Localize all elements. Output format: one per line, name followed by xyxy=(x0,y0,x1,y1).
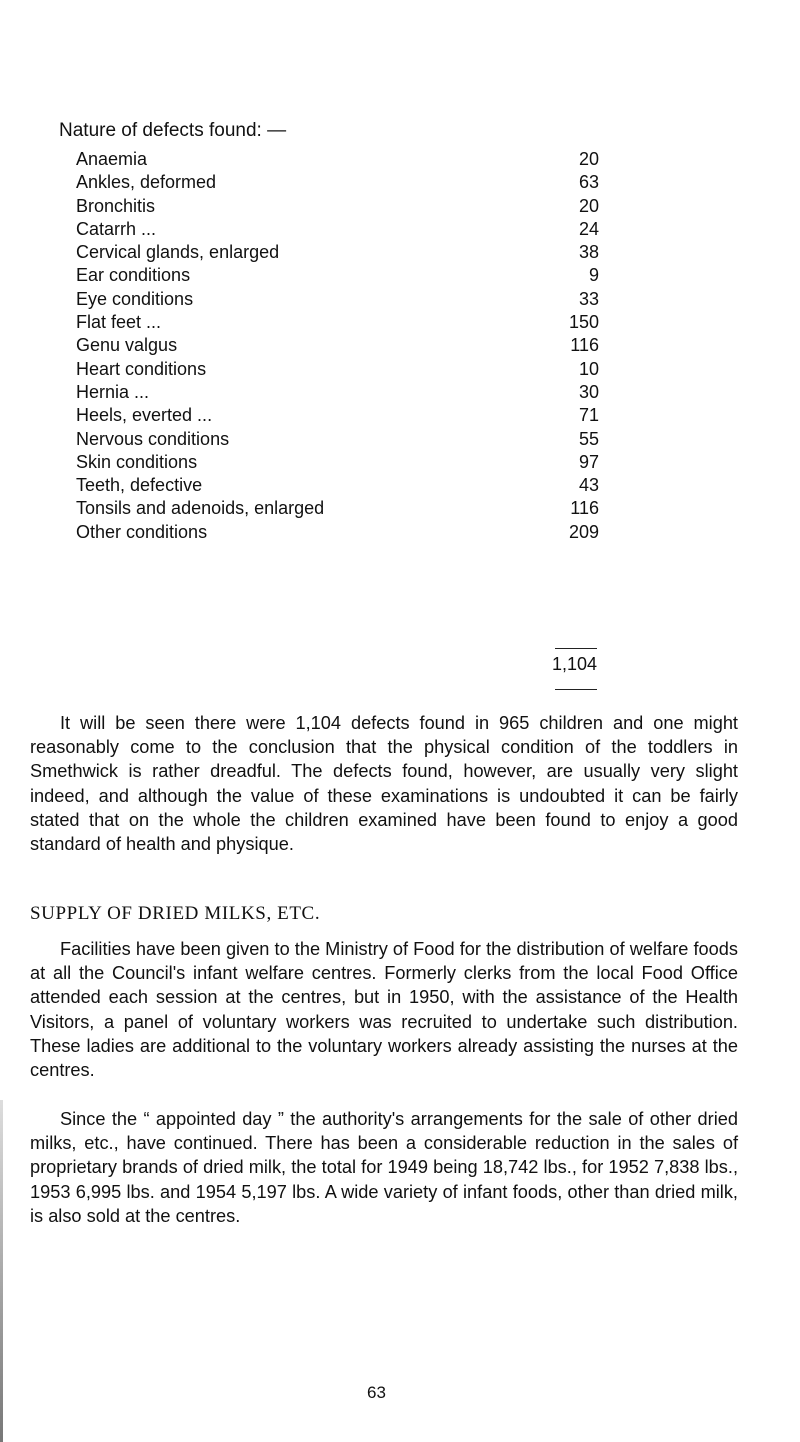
total-rule-bottom xyxy=(555,689,597,690)
defect-row xyxy=(59,522,619,545)
dried-milk-sales-paragraph: Since the “ appointed day ” the authority's arrangements for the sale of other dried milks, etc., have continued. There has been a considerable reduction in the sales of proprietary brands of dried milk, the total for 1949 being 18,742 lbs., for 1952 7,838 lbs., 1953 6,995 lbs. and 1954 5,197 lbs. A wide variety of infant foods, other than dried milk, is also sold at the centres. xyxy=(30,1109,738,1226)
defect-row xyxy=(59,149,619,172)
defect-count: 150 xyxy=(568,312,599,333)
defect-row xyxy=(59,405,619,428)
defect-label: Flat feet ... xyxy=(76,312,162,333)
defect-label: Tonsils and adenoids, enlarged xyxy=(76,498,325,519)
defect-count: 43 xyxy=(578,475,599,496)
defect-row xyxy=(59,289,619,312)
defect-label: Genu valgus xyxy=(76,335,178,356)
defect-count: 30 xyxy=(578,381,599,402)
defect-count: 33 xyxy=(578,288,599,309)
defect-row xyxy=(59,172,619,195)
defect-row xyxy=(59,382,619,405)
defect-count: 38 xyxy=(578,242,599,263)
defect-row xyxy=(59,265,619,288)
defect-count: 55 xyxy=(578,428,599,449)
defect-label: Anaemia xyxy=(76,149,148,169)
defect-label: Cervical glands, enlarged xyxy=(76,242,280,263)
defect-list xyxy=(59,149,619,545)
defect-label: Eye conditions xyxy=(76,288,194,309)
defect-count: 97 xyxy=(578,451,599,472)
total-rule-top xyxy=(555,648,597,649)
defect-row xyxy=(59,242,619,265)
defect-label: Other conditions xyxy=(76,521,208,542)
page-edge-shadow xyxy=(0,1100,3,1442)
defect-count: 116 xyxy=(570,498,599,519)
defect-row xyxy=(59,429,619,452)
defect-count: 10 xyxy=(578,358,599,379)
defect-row xyxy=(59,196,619,219)
defect-count: 116 xyxy=(570,335,599,356)
defect-label: Teeth, defective xyxy=(76,475,203,496)
section-heading: SUPPLY OF DRIED MILKS, ETC. xyxy=(30,903,321,924)
defects-total: 1,104 xyxy=(551,654,597,674)
defect-row xyxy=(59,219,619,242)
defects-heading: Nature of defects found: — xyxy=(59,120,287,141)
defect-row xyxy=(59,312,619,335)
defect-count: 9 xyxy=(588,265,599,286)
defect-label: Catarrh ... xyxy=(76,218,157,239)
defect-row xyxy=(59,335,619,358)
defect-label: Heart conditions xyxy=(76,358,207,379)
defect-count: 20 xyxy=(578,195,599,216)
defect-row xyxy=(59,498,619,521)
defect-label: Hernia ... xyxy=(76,381,150,402)
defect-label: Ear conditions xyxy=(76,265,191,286)
defect-row xyxy=(59,359,619,382)
defect-count: 71 xyxy=(578,405,599,426)
page-number: 63 xyxy=(367,1383,386,1402)
defect-label: Bronchitis xyxy=(76,195,156,216)
defect-label: Skin conditions xyxy=(76,451,198,472)
defect-count: 20 xyxy=(578,149,599,169)
defect-count: 209 xyxy=(568,521,599,542)
defect-label: Nervous conditions xyxy=(76,428,230,449)
defect-row xyxy=(59,475,619,498)
facilities-paragraph: Facilities have been given to the Ministry of Food for the distribution of welfare foods at all the Council's infant welfare centres. Formerly clerks from the local Food Office attended each session at the centres, but in 1950, with the assistance of the Health Visitors, a panel of voluntary workers was recruited to undertake such distribution. These ladies are additional to the voluntary workers already assisting the nurses at the centres. xyxy=(30,939,738,1081)
defect-row xyxy=(59,452,619,475)
defect-count: 24 xyxy=(578,218,599,239)
defect-label: Heels, everted ... xyxy=(76,405,213,426)
defect-label: Ankles, deformed xyxy=(76,172,217,193)
summary-paragraph: It will be seen there were 1,104 defects found in 965 children and one might reasonably come to the conclusion that the physical condition of the toddlers in Smethwick is rather dreadful. The defects found, however, are usually very slight indeed, and although the value of these examinations is undoubted it can be fairly stated that on the whole the children examined have been found to enjoy a good standard of health and physique. xyxy=(30,713,738,855)
defect-count: 63 xyxy=(578,172,599,193)
